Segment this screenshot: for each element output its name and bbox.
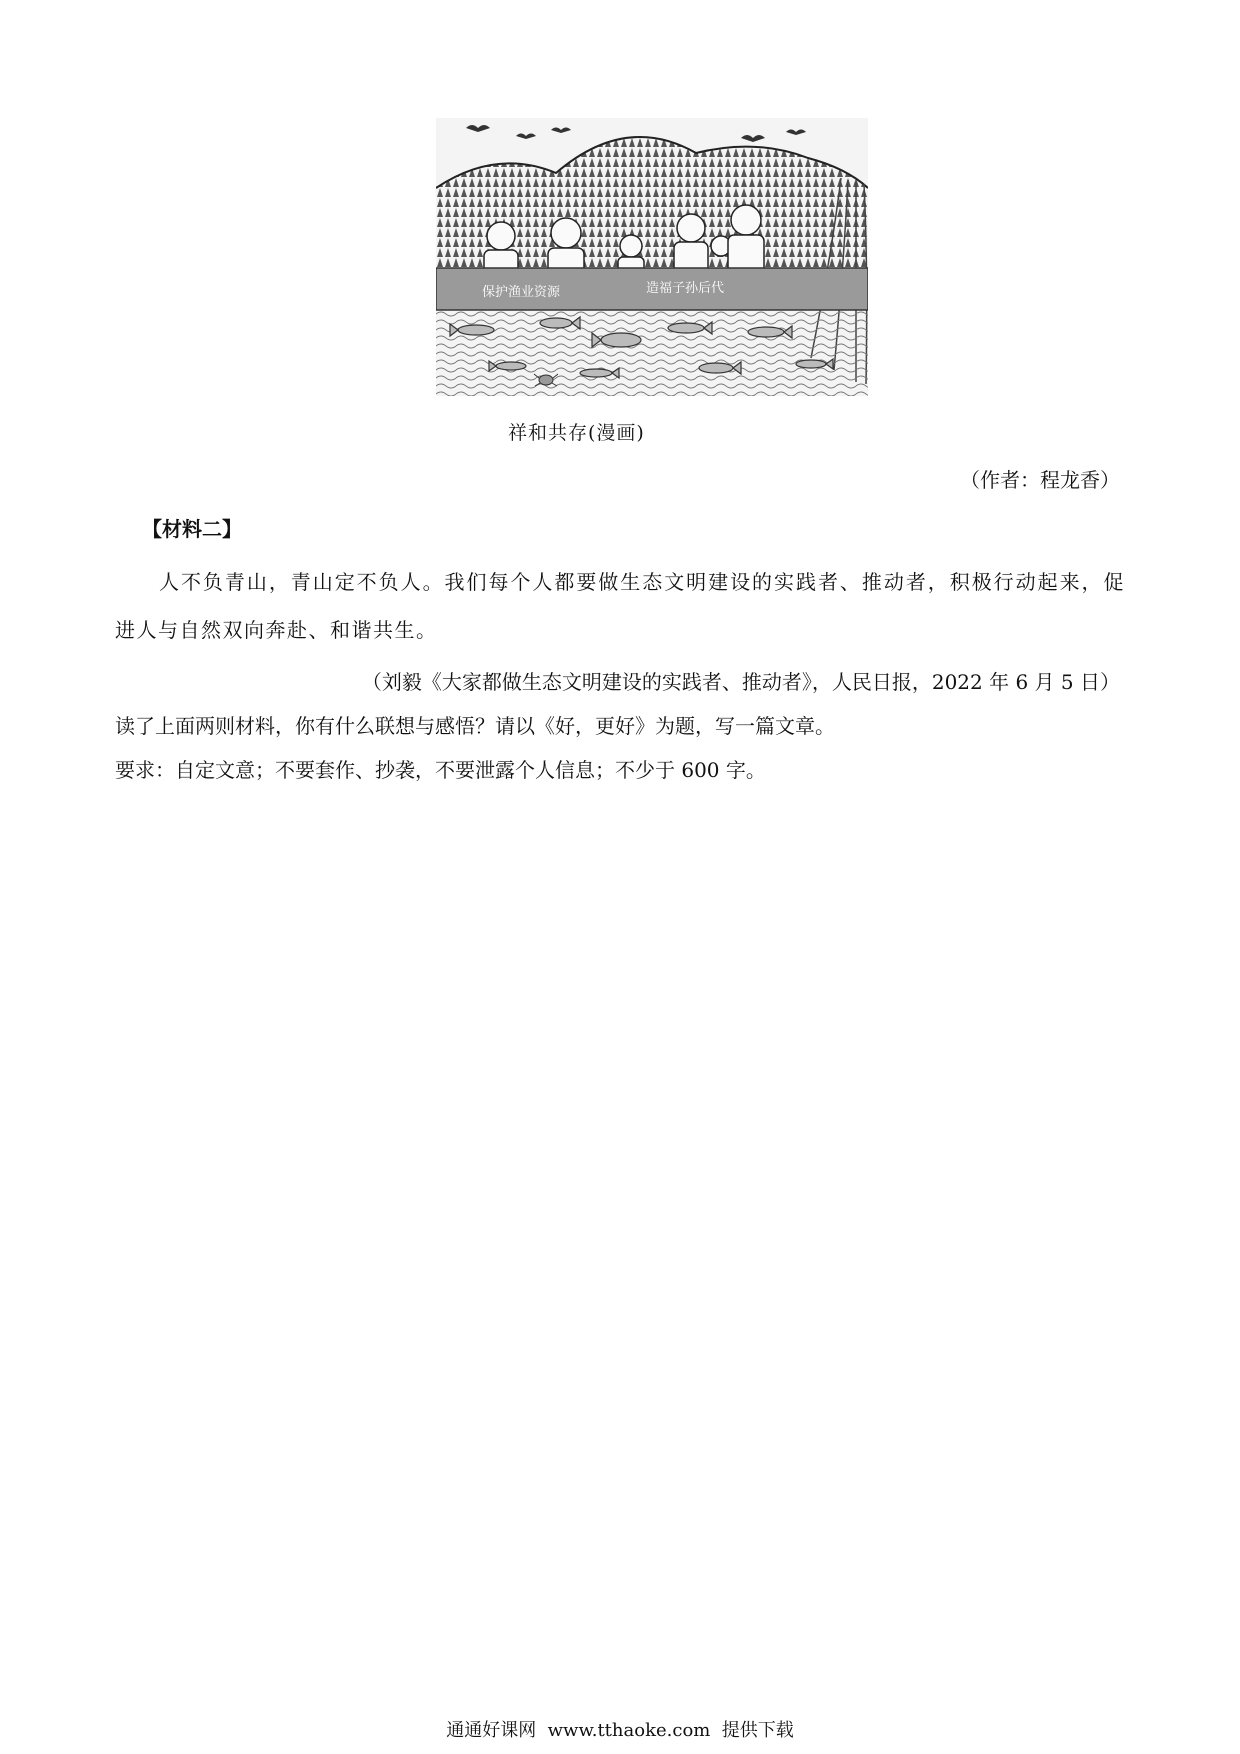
banner-right-text: 造福子孙后代 — [646, 281, 725, 296]
material2-heading: 【材料二】 — [142, 517, 242, 541]
material2-paragraph: 人不负青山，青山定不负人。我们每个人都要做生态文明建设的实践者、推动者，积极行动起来，促进人与自然双向奔赴、和谐共生。 — [115, 570, 1125, 642]
cartoon-illustration — [436, 118, 868, 396]
banner-left-text: 保护渔业资源 — [482, 285, 561, 300]
figure-author: （作者：程龙香） — [960, 468, 1120, 492]
page-footer: 通通好课网 www.tthaoke.com 提供下载 — [446, 1720, 794, 1741]
material2-source: （刘毅《大家都做生态文明建设的实践者、推动者》，人民日报，2022 年 6 月 5 日） — [361, 670, 1120, 694]
figure-caption: 祥和共存(漫画) — [508, 422, 645, 444]
writing-requirements: 要求：自定文意；不要套作、抄袭，不要泄露个人信息；不少于 600 字。 — [115, 758, 766, 782]
writing-prompt: 读了上面两则材料，你有什么联想与感悟？请以《好，更好》为题，写一篇文章。 — [115, 714, 835, 738]
